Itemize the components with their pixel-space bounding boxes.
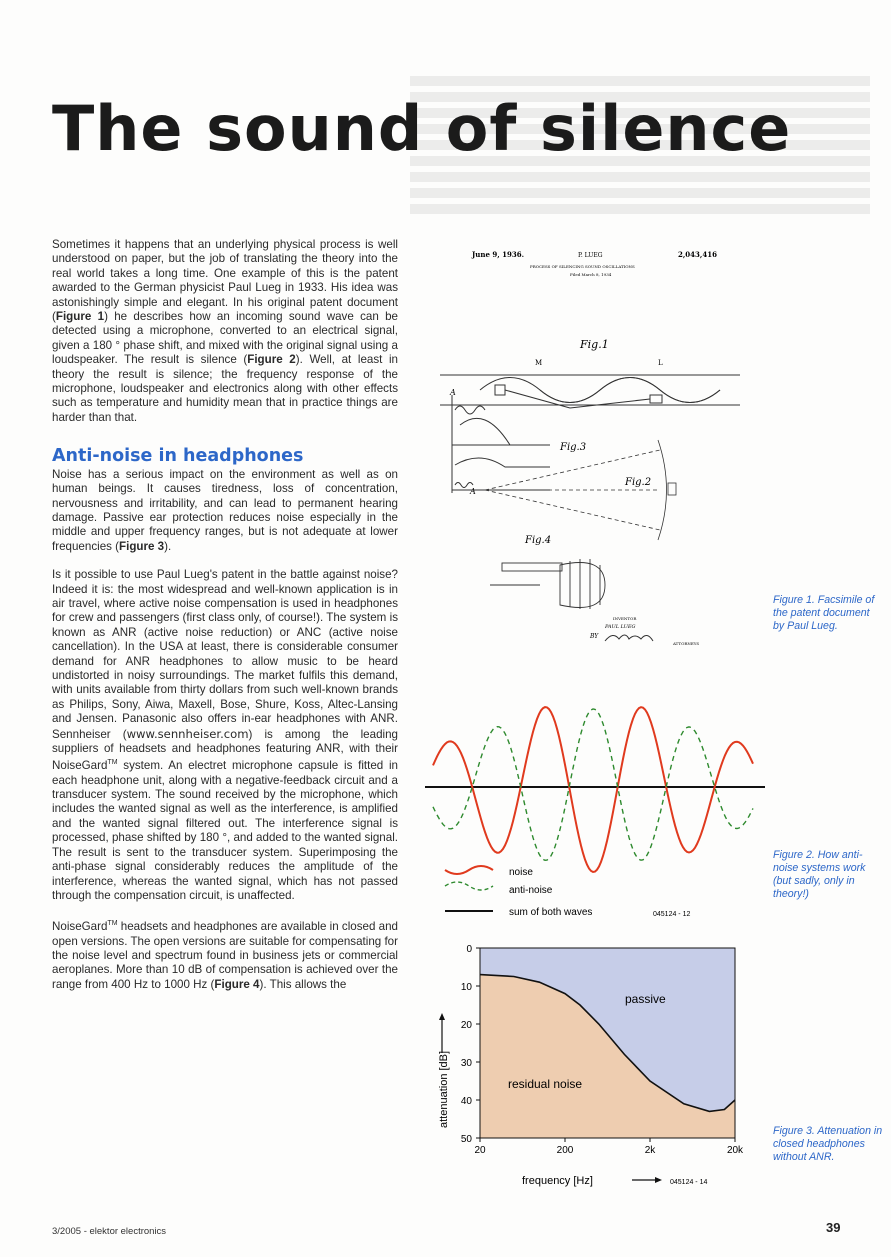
fig4-drawing: [490, 559, 605, 609]
figure-ref: Figure 2: [247, 353, 296, 367]
figure2-waves: [425, 690, 765, 930]
x-tick-label: 20: [474, 1145, 486, 1156]
legend-noise-label: noise: [509, 867, 533, 878]
patent-date: June 9, 1936.: [472, 250, 525, 259]
patent-fig2-label: Fig.2: [625, 477, 652, 488]
y-tick-label: 50: [460, 1134, 472, 1145]
y-arrow-head: [439, 1013, 445, 1020]
patent-by: BY: [590, 633, 599, 640]
passive-label: passive: [625, 992, 666, 1006]
svg-text:A: A: [450, 388, 456, 397]
legend-antinoise-swatch: [445, 882, 493, 890]
y-tick-label: 40: [460, 1096, 472, 1107]
patent-inventor: P. LUEG: [578, 252, 603, 259]
noise-wave: [433, 707, 753, 872]
anti-noise-wave: [433, 709, 753, 860]
residual-noise-label: residual noise: [508, 1077, 583, 1091]
y-tick-label: 30: [460, 1058, 472, 1069]
page-number: 39: [826, 1220, 841, 1235]
article-title: The sound of silence: [52, 92, 792, 165]
fig3-code: 045124 - 14: [670, 1179, 708, 1186]
figure1-caption: Figure 1. Facsimile of the patent document by Paul Lueg.: [773, 594, 875, 632]
patent-number: 2,043,416: [678, 250, 717, 259]
patent-inventor-label: INVENTOR: [613, 616, 637, 621]
x-tick-label: 200: [556, 1145, 574, 1156]
y-tick-label: 0: [466, 944, 472, 955]
patent-fig3-label: Fig.3: [560, 442, 587, 453]
patent-inventor-name: PAUL LUEG: [605, 624, 636, 630]
x-arrow-head: [655, 1177, 662, 1183]
footer-issue: 3/2005 - elektor electronics: [52, 1226, 167, 1237]
sennheiser-link[interactable]: www.sennheiser.com: [126, 726, 249, 741]
paragraph: Noise has a serious impact on the environment as well as on human beings. It causes tiredness, loss of concentration, nervousness and irritability, and can lead to permanent hearing damage. Passive ear protection reduces noise especially in the middle and upper frequency ranges, but is not adequate at lower frequencies (Figure 3).: [52, 467, 398, 553]
fig2-legend: [445, 866, 592, 918]
patent-fig4-label: Fig.4: [525, 535, 552, 546]
svg-text:M: M: [535, 359, 543, 367]
svg-text:L: L: [658, 359, 663, 367]
patent-filed: Filed March 8, 1934: [570, 272, 612, 277]
x-tick-label: 20k: [726, 1145, 744, 1156]
patent-attorneys: ATTORNEYS: [673, 641, 700, 646]
patent-signature: [605, 635, 653, 641]
legend-antinoise-label: anti-noise: [509, 885, 553, 896]
y-tick-label: 20: [460, 1020, 472, 1031]
x-tick-label: 2k: [644, 1145, 656, 1156]
figure3-caption: Figure 3. Attenuation in closed headphones without ANR.: [773, 1125, 883, 1163]
figure-ref: Figure 3: [119, 539, 165, 553]
chart-y-label: attenuation [dB]: [438, 1050, 450, 1128]
figure2-caption: Figure 2. How anti-noise systems work (but sadly, only in theory!): [773, 849, 866, 900]
paragraph: NoiseGard™ headsets and headphones are available in closed and open versions. The open versions are suitable for compensating for the noise level and spectrum found in business jets or commercial aeroplanes. More than 10 dB of compensation is achieved over the range from 400 Hz to 1000 Hz (Figure 4). This allows the: [52, 920, 398, 991]
paragraph: Is it possible to use Paul Lueg's patent in the battle against noise? Indeed it is: the most widespread and well-known application is in air travel, where active noise compensation is used in headphones for crew and passengers (first class only, of course!). The system is known as ANR (active noise reduction) or ANC (active noise cancellation). In the USA at least, there is considerable consumer demand for ANR headphones to allow music to be heard undistorted in noisy surroundings. The market fulfils this demand, with units available from thirty dollars from such well-known brands as Philips, Sony, Aiwa, Maxell, Bose, Shure, Koss, Altec-Lansing and Jensen. Panasonic also offers in-ear headphones with ANR. Sennheiser (www.sennheiser.com) is among the leading suppliers of headsets and headphones featuring ANR, with their NoiseGard™ system. An electret microphone capsule is fitted in each headphone unit, along with a negative-feedback circuit and a transducer system. The sound received by the microphone, which includes the wanted signal as well as the interference, is amplified and the wanted signal filtered out. The interference signal is processed, phase shifted by 180 °, and added to the wanted signal. The result is sent to the transducer system. Superimposing the anti-phase signal considerably reduces the amplitude of the interference, whereas the wanted signal, which has not passed through the compensation circuit, is unaffected.: [52, 568, 398, 902]
svg-text:A: A: [470, 487, 476, 496]
chart-x-label: frequency [Hz]: [522, 1175, 593, 1187]
legend-sum-label: sum of both waves: [509, 907, 593, 918]
fig2-drawing: [485, 440, 676, 540]
chart-plot-area: [461, 944, 744, 1156]
figure-ref: Figure 4: [214, 977, 260, 991]
y-tick-label: 10: [460, 982, 472, 993]
figure3-attenuation-chart: [420, 938, 770, 1188]
intro-paragraph: Sometimes it happens that an underlying physical process is well understood on paper, but the job of translating the theory into the real world takes a long time. One example of this is the patent awarded to the German physicist Paul Lueg in 1933. His idea was astonishingly simple and elegant. In his original patent document (Figure 1) he describes how an incoming sound wave can be detected using a microphone, converted to an electrical signal, given a 180 ° phase shift, and mixed with the original signal using a loudspeaker. The result is silence (Figure 2). Well, at least in theory the result is silence; the frequency response of the microphone, loudspeaker and electronics along with other effects such as temperature and humidity mean that in practice things are harder than that.: [52, 238, 399, 424]
fig1-drawing: [440, 375, 740, 408]
article-column: [52, 238, 398, 1006]
figure-ref: Figure 1: [55, 310, 105, 324]
patent-facsimile: [430, 245, 760, 655]
patent-fig1-label: Fig.1: [580, 338, 609, 351]
legend-noise-swatch: [445, 866, 493, 874]
patent-subtitle: PROCESS OF SILENCING SOUND OSCILLATIONS: [530, 264, 635, 269]
fig2-code: 045124 - 12: [653, 911, 691, 918]
section-heading: Anti-noise in headphones: [52, 446, 304, 467]
